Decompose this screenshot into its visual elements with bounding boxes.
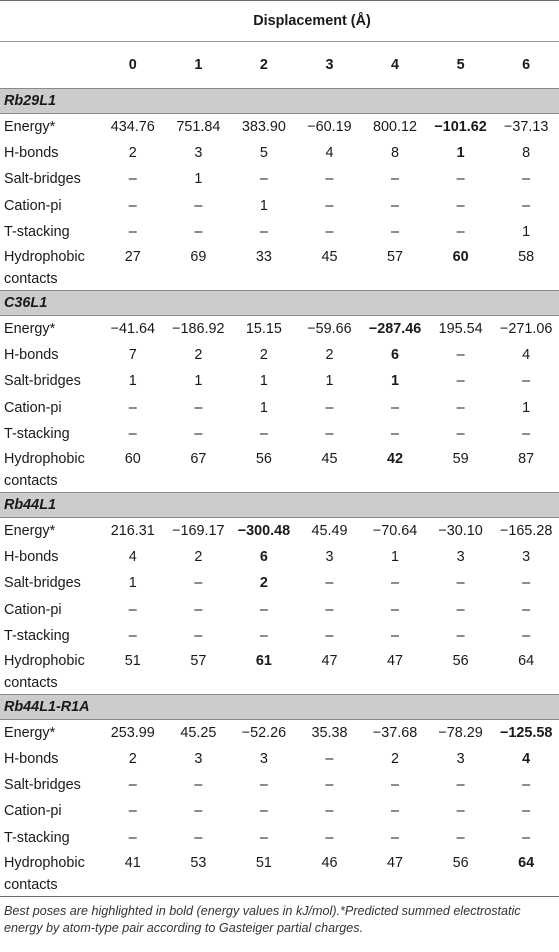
table-cell: 69	[190, 248, 207, 265]
table-cell: –	[194, 829, 203, 846]
table-cell: −30.10	[438, 522, 483, 539]
table-row	[0, 544, 559, 570]
table-cell: –	[259, 425, 268, 442]
table-cell: −52.26	[241, 724, 287, 741]
table-cell: 2	[391, 751, 400, 768]
table-cell: 1	[259, 197, 268, 214]
table-cell: 51	[124, 652, 141, 669]
row-label: Cation-pi	[4, 601, 62, 618]
section-row	[0, 694, 559, 719]
table-cell: 3	[325, 549, 334, 566]
table-body	[0, 89, 559, 897]
table-cell: 7	[128, 347, 137, 364]
table-cell: −300.48	[237, 522, 291, 539]
table-cell: –	[522, 425, 531, 442]
table-row	[0, 825, 559, 851]
table-cell: –	[325, 601, 334, 618]
table-cell: −271.06	[499, 321, 553, 338]
table-cell: −41.64	[110, 321, 155, 338]
row-label: T-stacking	[4, 627, 70, 644]
table-cell: −59.66	[307, 321, 352, 338]
table-cell: 27	[124, 248, 141, 265]
table-row	[0, 447, 559, 493]
row-label: T-stacking	[4, 829, 70, 846]
table-cell: 1	[259, 373, 268, 390]
row-label: H-bonds	[4, 751, 59, 768]
row-label: Cation-pi	[4, 399, 62, 416]
table-cell: 3	[194, 145, 203, 162]
table-cell: 1	[128, 373, 137, 390]
table-cell: −186.92	[172, 321, 225, 338]
table-cell: –	[194, 197, 203, 214]
table-cell: 4	[128, 549, 137, 566]
table-cell: –	[325, 197, 334, 214]
column-header: 3	[325, 57, 334, 73]
row-label: T-stacking	[4, 425, 70, 442]
table-row	[0, 368, 559, 394]
table-cell: –	[128, 829, 137, 846]
table-cell: –	[391, 425, 400, 442]
row-label-line: Hydrophobic	[4, 652, 85, 669]
table-cell: 434.76	[110, 119, 155, 136]
row-label: Salt-bridges	[4, 777, 81, 794]
table-cell: –	[259, 627, 268, 644]
row-label-line: Hydrophobic	[4, 854, 85, 871]
table-cell: –	[456, 373, 465, 390]
table-cell: –	[128, 803, 137, 820]
table-row	[0, 517, 559, 544]
table-cell: −60.19	[307, 119, 352, 136]
table-cell: –	[391, 777, 400, 794]
table-cell: −125.58	[499, 724, 553, 741]
table-cell: –	[522, 627, 531, 644]
table-cell: 3	[522, 549, 531, 566]
table-cell: –	[325, 751, 334, 768]
table-row	[0, 140, 559, 166]
table-cell: 87	[518, 450, 535, 467]
table-cell: 1	[194, 373, 203, 390]
table-cell: –	[391, 575, 400, 592]
table-cell: −70.64	[372, 522, 418, 539]
table-row	[0, 570, 559, 596]
table-cell: –	[391, 197, 400, 214]
table-cell: –	[456, 223, 465, 240]
table-cell: –	[194, 399, 203, 416]
table-cell: 6	[391, 347, 400, 364]
table-cell: –	[259, 777, 268, 794]
section-title: Rb44L1-R1A	[0, 694, 559, 719]
table-cell: 57	[190, 652, 207, 669]
table-cell: 1	[456, 145, 465, 162]
table-cell: –	[522, 197, 531, 214]
table-cell: –	[325, 399, 334, 416]
table-cell: –	[391, 803, 400, 820]
table-cell: –	[456, 171, 465, 188]
table-cell: –	[128, 171, 137, 188]
row-label-line: contacts	[4, 674, 58, 691]
table-cell: 751.84	[176, 119, 221, 136]
column-header: 6	[522, 57, 531, 73]
table-cell: –	[259, 803, 268, 820]
table-cell: 47	[387, 652, 404, 669]
table-cell: 33	[255, 248, 272, 265]
table-cell: 46	[321, 854, 338, 871]
table-cell: –	[522, 373, 531, 390]
table-cell: 57	[387, 248, 404, 265]
section-title: Rb29L1	[0, 89, 559, 114]
table-cell: –	[259, 829, 268, 846]
table-cell: –	[259, 601, 268, 618]
table-cell: 45.49	[311, 522, 348, 539]
table-cell: –	[128, 223, 137, 240]
row-label: H-bonds	[4, 549, 59, 566]
row-label	[0, 851, 100, 897]
row-label: Salt-bridges	[4, 575, 81, 592]
row-label: T-stacking	[4, 223, 70, 240]
table-cell: 4	[522, 751, 531, 768]
row-label: Salt-bridges	[4, 373, 81, 390]
table-cell: –	[128, 399, 137, 416]
row-label	[0, 447, 100, 493]
table-cell: 64	[518, 652, 535, 669]
table-cell: 1	[259, 399, 268, 416]
table-cell: 42	[387, 450, 404, 467]
table-cell: 64	[518, 854, 535, 871]
table-cell: 2	[128, 751, 137, 768]
row-label-line: contacts	[4, 270, 58, 287]
table-cell: –	[325, 171, 334, 188]
table-cell: 5	[259, 145, 268, 162]
table-cell: –	[456, 347, 465, 364]
table-cell: 56	[452, 652, 469, 669]
table-cell: –	[456, 399, 465, 416]
table-cell: 1	[391, 373, 400, 390]
table-cell: 67	[190, 450, 207, 467]
table-cell: –	[325, 803, 334, 820]
table-row	[0, 851, 559, 897]
column-header: 0	[128, 57, 137, 73]
table-cell: 2	[259, 575, 268, 592]
table-row	[0, 114, 559, 141]
table-cell: –	[194, 425, 203, 442]
row-label: Energy*	[4, 119, 56, 136]
table-cell: 800.12	[373, 119, 418, 136]
row-label-line: contacts	[4, 876, 58, 893]
table-cell: 58	[518, 248, 535, 265]
table-cell: 59	[452, 450, 469, 467]
table-cell: –	[391, 399, 400, 416]
row-label: Energy*	[4, 724, 56, 741]
table-cell: 53	[190, 854, 207, 871]
group-header-row	[0, 1, 559, 42]
table-row	[0, 623, 559, 649]
column-header: 2	[259, 57, 268, 73]
table-cell: 2	[325, 347, 334, 364]
table-cell: 47	[321, 652, 338, 669]
table-cell: –	[194, 777, 203, 794]
row-label: Cation-pi	[4, 803, 62, 820]
table-cell: 45.25	[180, 724, 217, 741]
table-row	[0, 342, 559, 368]
table-row	[0, 193, 559, 219]
table-cell: –	[522, 171, 531, 188]
table-row	[0, 798, 559, 824]
table-cell: –	[391, 601, 400, 618]
table-row	[0, 395, 559, 421]
table-cell: 60	[124, 450, 141, 467]
table-cell: –	[522, 829, 531, 846]
section-title: Rb44L1	[0, 492, 559, 517]
row-label: H-bonds	[4, 145, 59, 162]
column-header-row	[0, 42, 559, 89]
table-cell: –	[391, 171, 400, 188]
table-cell: 3	[259, 751, 268, 768]
table-cell: 56	[255, 450, 272, 467]
table-cell: –	[522, 777, 531, 794]
table-cell: −169.17	[172, 522, 225, 539]
table-cell: 1	[325, 373, 334, 390]
table-cell: –	[456, 829, 465, 846]
table-cell: –	[128, 601, 137, 618]
table-cell: –	[391, 223, 400, 240]
table-cell: −37.13	[503, 119, 549, 136]
table-footnote: Best poses are highlighted in bold (energy values in kJ/mol).*Predicted summed electrostatic energy by atom-type pair according to Gasteiger partial charges.	[4, 903, 521, 935]
table-cell: –	[259, 223, 268, 240]
table-cell: 4	[325, 145, 334, 162]
column-header: 1	[194, 57, 203, 73]
table-cell: –	[325, 777, 334, 794]
column-header: 4	[391, 57, 400, 73]
row-label: Energy*	[4, 522, 56, 539]
table-cell: –	[456, 803, 465, 820]
section-row	[0, 290, 559, 315]
table-cell: –	[194, 627, 203, 644]
table-cell: –	[456, 777, 465, 794]
table-cell: 2	[194, 347, 203, 364]
table-cell: 41	[124, 854, 141, 871]
table-cell: 195.54	[438, 321, 483, 338]
table-cell: 216.31	[110, 522, 155, 539]
table-cell: –	[128, 425, 137, 442]
table-cell: 253.99	[110, 724, 155, 741]
table-cell: 47	[387, 854, 404, 871]
section-title: C36L1	[0, 290, 559, 315]
table-cell: 45	[321, 248, 338, 265]
table-cell: –	[325, 829, 334, 846]
table-cell: 3	[456, 549, 465, 566]
table-cell: 51	[255, 854, 272, 871]
table-cell: 15.15	[245, 321, 282, 338]
table-cell: 3	[194, 751, 203, 768]
table-cell: 1	[522, 223, 531, 240]
row-label-line: Hydrophobic	[4, 450, 85, 467]
table-cell: –	[522, 601, 531, 618]
row-label: Cation-pi	[4, 197, 62, 214]
table-cell: 60	[452, 248, 469, 265]
table-row	[0, 245, 559, 291]
table-cell: 1	[522, 399, 531, 416]
table-cell: 3	[456, 751, 465, 768]
table-row	[0, 166, 559, 192]
table-cell: 45	[321, 450, 338, 467]
table-cell: –	[456, 627, 465, 644]
table-cell: –	[128, 777, 137, 794]
table-cell: −101.62	[434, 119, 487, 136]
row-label	[0, 649, 100, 695]
row-label-line: Hydrophobic	[4, 248, 85, 265]
table-cell: –	[456, 575, 465, 592]
table-cell: –	[325, 627, 334, 644]
table-cell: –	[456, 425, 465, 442]
row-label: H-bonds	[4, 347, 59, 364]
table-cell: –	[522, 575, 531, 592]
table-cell: −165.28	[499, 522, 553, 539]
table-cell: −78.29	[438, 724, 483, 741]
column-header: 5	[456, 57, 465, 73]
table-row	[0, 596, 559, 622]
table-cell: 2	[128, 145, 137, 162]
displacement-header: Displacement (Å)	[253, 13, 371, 29]
table-cell: –	[194, 575, 203, 592]
table-row	[0, 719, 559, 746]
table-cell: 8	[522, 145, 531, 162]
table-cell: 8	[391, 145, 400, 162]
table-cell: –	[325, 425, 334, 442]
table-cell: 1	[128, 575, 137, 592]
table-cell: –	[325, 575, 334, 592]
table-row	[0, 772, 559, 798]
table-cell: 1	[391, 549, 400, 566]
table-cell: 2	[194, 549, 203, 566]
table-cell: −287.46	[368, 321, 422, 338]
table-cell: 56	[452, 854, 469, 871]
table-cell: –	[194, 803, 203, 820]
table-row	[0, 421, 559, 447]
table-cell: –	[325, 223, 334, 240]
table-cell: 35.38	[311, 724, 348, 741]
table-cell: −37.68	[372, 724, 418, 741]
row-label-line: contacts	[4, 472, 58, 489]
table-cell: –	[194, 223, 203, 240]
table-cell: –	[194, 601, 203, 618]
table-cell: –	[391, 829, 400, 846]
table-row	[0, 746, 559, 772]
table-cell: 6	[259, 549, 268, 566]
section-row	[0, 89, 559, 114]
table-cell: –	[128, 627, 137, 644]
row-label: Salt-bridges	[4, 171, 81, 188]
row-label: Energy*	[4, 321, 56, 338]
row-label-header	[0, 42, 100, 89]
table-cell: –	[128, 197, 137, 214]
table-row	[0, 315, 559, 342]
table-cell: –	[522, 803, 531, 820]
section-row	[0, 492, 559, 517]
table-cell: 383.90	[241, 119, 286, 136]
table-cell: 61	[255, 652, 272, 669]
table-cell: 2	[259, 347, 268, 364]
row-label	[0, 245, 100, 291]
table-cell: –	[391, 627, 400, 644]
table-cell: 4	[522, 347, 531, 364]
table-cell: 1	[194, 171, 203, 188]
table-row	[0, 219, 559, 245]
table-cell: –	[456, 601, 465, 618]
table-cell: –	[259, 171, 268, 188]
table-cell: –	[456, 197, 465, 214]
table-row	[0, 649, 559, 695]
